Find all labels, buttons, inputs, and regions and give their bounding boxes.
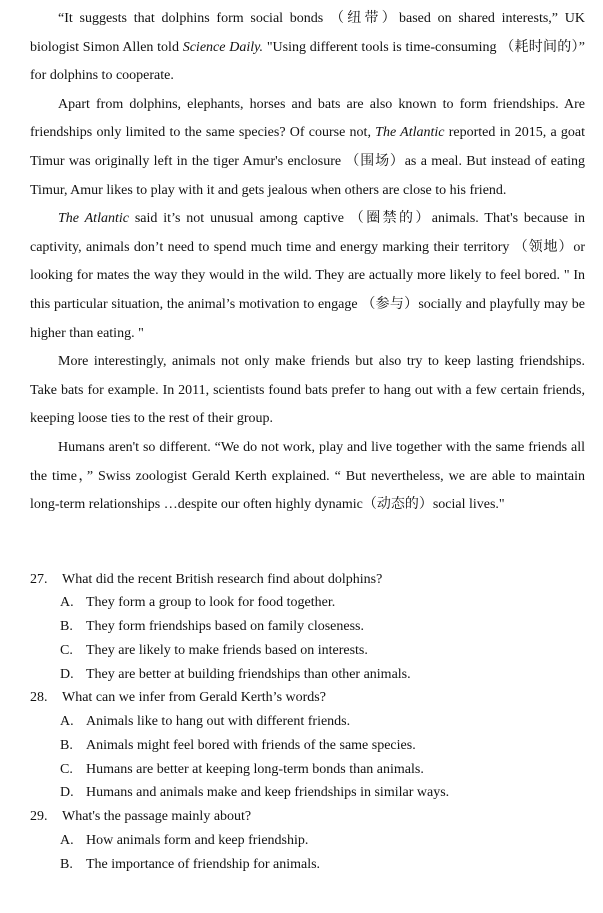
option-letter: A. xyxy=(60,832,74,848)
paragraph-text: Apart from dolphins, elephants, horses and bats are also known to form friendships. Are friendships only limited to the same species? Of course not, xyxy=(30,96,585,141)
option-letter: B. xyxy=(60,619,73,635)
source-name: The Atlantic xyxy=(375,125,445,141)
answer-option[interactable] xyxy=(30,639,585,663)
option-letter: A. xyxy=(60,714,74,730)
reading-passage xyxy=(30,5,585,520)
answer-option[interactable] xyxy=(30,663,585,687)
paragraph-text: said it’s not unusual among captive （圈禁的）animals. That's because in captivity, animals don’t need to spend much time and energy marking their territory （领地）or looking for mates the way they would in the wild. They are actually more likely to feel bored. " In this particular situation, the animal’s motivation to engage （参与）socially and playfully may be higher than eating. " xyxy=(30,211,586,341)
option-text: Animals might feel bored with friends of the same species. xyxy=(86,737,416,753)
question-27 xyxy=(30,568,585,687)
question-number: 29. xyxy=(30,809,48,825)
question-29 xyxy=(30,805,585,876)
option-letter: B. xyxy=(60,856,73,872)
option-text: They form friendships based on family closeness. xyxy=(86,619,364,635)
question-text: What's the passage mainly about? xyxy=(62,809,252,825)
answer-option[interactable] xyxy=(30,829,585,853)
question-text: What can we infer from Gerald Kerth’s words? xyxy=(62,690,326,706)
question-text: What did the recent British research find about dolphins? xyxy=(62,571,383,587)
section-gap xyxy=(30,520,585,568)
option-text: Humans and animals make and keep friendships in similar ways. xyxy=(86,785,450,801)
paragraph-text: "Using different tools is time-consuming （耗时间的）” for dolphins to cooperate. xyxy=(30,39,586,84)
source-name: The Atlantic xyxy=(58,211,129,227)
option-letter: A. xyxy=(60,595,74,611)
passage-paragraph-5: Humans aren't so different. “We do not work, play and live together with the same friends all the time，” Swiss zoologist Gerald Kerth explained. “ But nevertheless, we are able to maintain long-term relationships …despite our often highly dynamic（动态的）social lives." xyxy=(30,439,585,513)
passage-paragraph-1 xyxy=(30,5,585,91)
option-text: They form a group to look for food together. xyxy=(86,595,336,611)
question-stem xyxy=(30,568,585,592)
question-list xyxy=(30,568,585,877)
option-letter: C. xyxy=(60,761,73,777)
option-text: They are likely to make friends based on interests. xyxy=(86,642,368,658)
answer-option[interactable] xyxy=(30,734,585,758)
source-name: Science Daily. xyxy=(182,39,264,55)
option-text: Humans are better at keeping long-term bonds than animals. xyxy=(86,761,424,777)
question-stem xyxy=(30,805,585,829)
option-text: Animals like to hang out with different friends. xyxy=(86,714,351,730)
option-letter: B. xyxy=(60,737,73,753)
option-text: The importance of friendship for animals. xyxy=(86,856,321,872)
answer-option[interactable] xyxy=(30,591,585,615)
answer-option[interactable] xyxy=(30,710,585,734)
answer-option[interactable] xyxy=(30,615,585,639)
question-stem xyxy=(30,686,585,710)
answer-option[interactable] xyxy=(30,758,585,782)
passage-paragraph-2 xyxy=(30,91,585,205)
passage-paragraph-4: More interestingly, animals not only make friends but also try to keep lasting friendships. Take bats for example. In 2011, scientists found bats prefer to hang out with a few certain friends, keeping loose ties to the rest of their group. xyxy=(30,354,585,427)
paragraph-text: reported in 2015, a goat Timur was originally left in the tiger Amur's enclosure （围场）as a meal. But instead of eating Timur, Amur likes to play with it and gets jealous when others are close to his friend. xyxy=(30,125,585,198)
option-letter: D. xyxy=(60,666,74,682)
paragraph-text: “It suggests that dolphins form social bonds （纽带）based on shared interests,” UK biologist Simon Allen told xyxy=(30,11,585,55)
question-number: 28. xyxy=(30,690,48,706)
question-number: 27. xyxy=(30,571,48,587)
option-text: They are better at building friendships than other animals. xyxy=(86,666,411,682)
passage-paragraph-3 xyxy=(30,205,585,348)
question-28 xyxy=(30,686,585,805)
answer-option[interactable] xyxy=(30,781,585,805)
option-letter: C. xyxy=(60,642,73,658)
option-letter: D. xyxy=(60,785,74,801)
answer-option[interactable] xyxy=(30,853,585,877)
option-text: How animals form and keep friendship. xyxy=(86,832,309,848)
